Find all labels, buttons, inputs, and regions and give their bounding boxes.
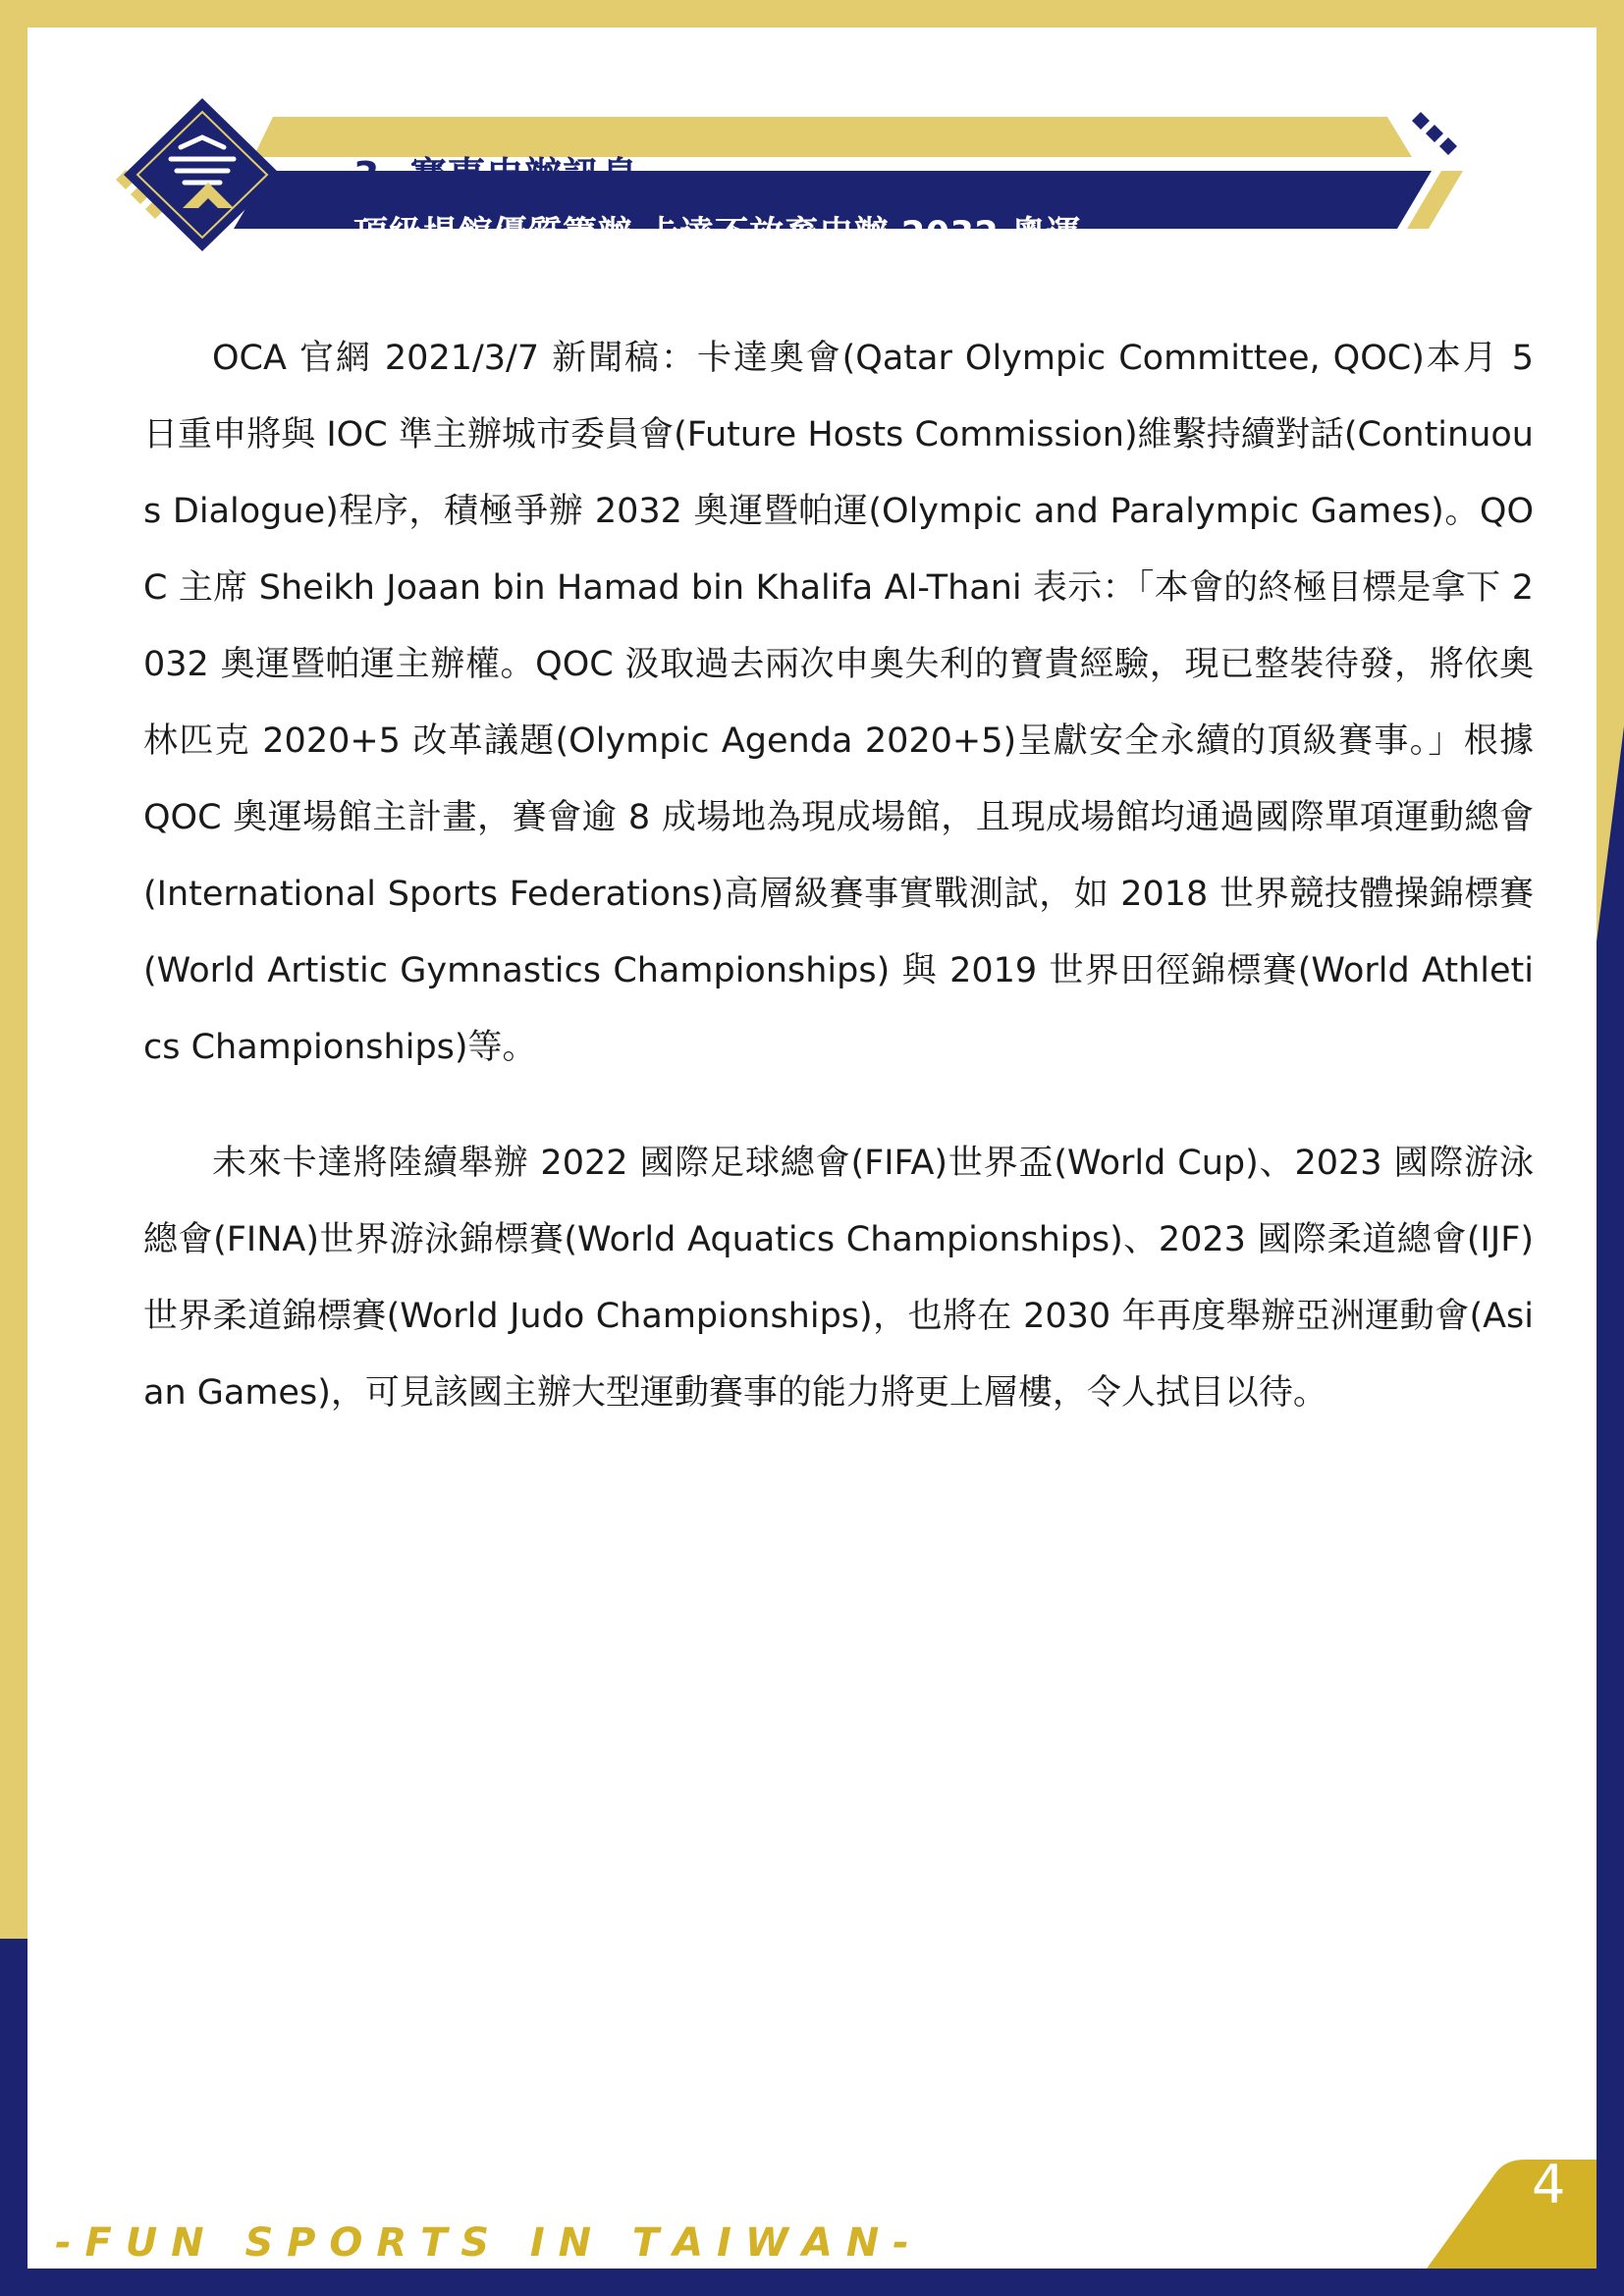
sports-logo-icon xyxy=(124,98,281,251)
section-subtitle: 頂級場館優質籌辦 卡達不放棄申辦 2032 奧運 xyxy=(353,215,1081,254)
document-page xyxy=(27,27,1597,2269)
article-paragraph: 未來卡達將陸續舉辦 2022 國際足球總會(FIFA)世界盃(World Cup)、2023 國際游泳總會(FINA)世界游泳錦標賽(World Aquatics Championships)、2023 國際柔道總會(IJF)世界柔道錦標賽(World Judo Championships)，也將在 2030 年再度舉辦亞洲運動會(Asian Games)，可見該國主辦大型運動賽事的能力將更上層樓，令人拭目以待。 xyxy=(143,1144,1534,1413)
page-number-tab xyxy=(1427,2160,1597,2269)
article-body xyxy=(143,320,1534,1470)
footer-tagline: - F U N S P O R T S I N T A I W A N - xyxy=(55,2220,909,2266)
article-paragraph: OCA 官網 2021/3/7 新聞稿：卡達奧會(Qatar Olympic Committee, QOC)本月 5 日重申將與 IOC 準主辦城市委員會(Future Hosts Commission)維繫持續對話(Continuous Dialogue)程序，積極爭辦 2032 奧運暨帕運(Olympic and Paralympic Games)。QOC 主席 Sheikh Joaan bin Hamad bin Khalifa Al-Thani 表示：「本會的終極目標是拿下 2032 奧運暨帕運主辦權。QOC 汲取過去兩次申奧失利的寶貴經驗，現已整裝待發，將依奧林匹克 2020+5 改革議題(Olympic Agenda 2020+5)呈獻安全永續的頂級賽事。」根據 QOC 奧運場館主計畫，賽會逾 8 成場地為現成場館，且現成場館均通過國際單項運動總會(International Sports Federations)高層級賽事實戰測試，如 2018 世界競技體操錦標賽(World Artistic Gymnastics Championships) 與 2019 世界田徑錦標賽(World Athletics Championships)等。 xyxy=(143,339,1534,1067)
section-title: 3. 賽事申辦訊息 xyxy=(353,154,640,197)
diamond-decoration-icon xyxy=(1412,112,1457,155)
page-number: 4 xyxy=(1532,2154,1566,2216)
